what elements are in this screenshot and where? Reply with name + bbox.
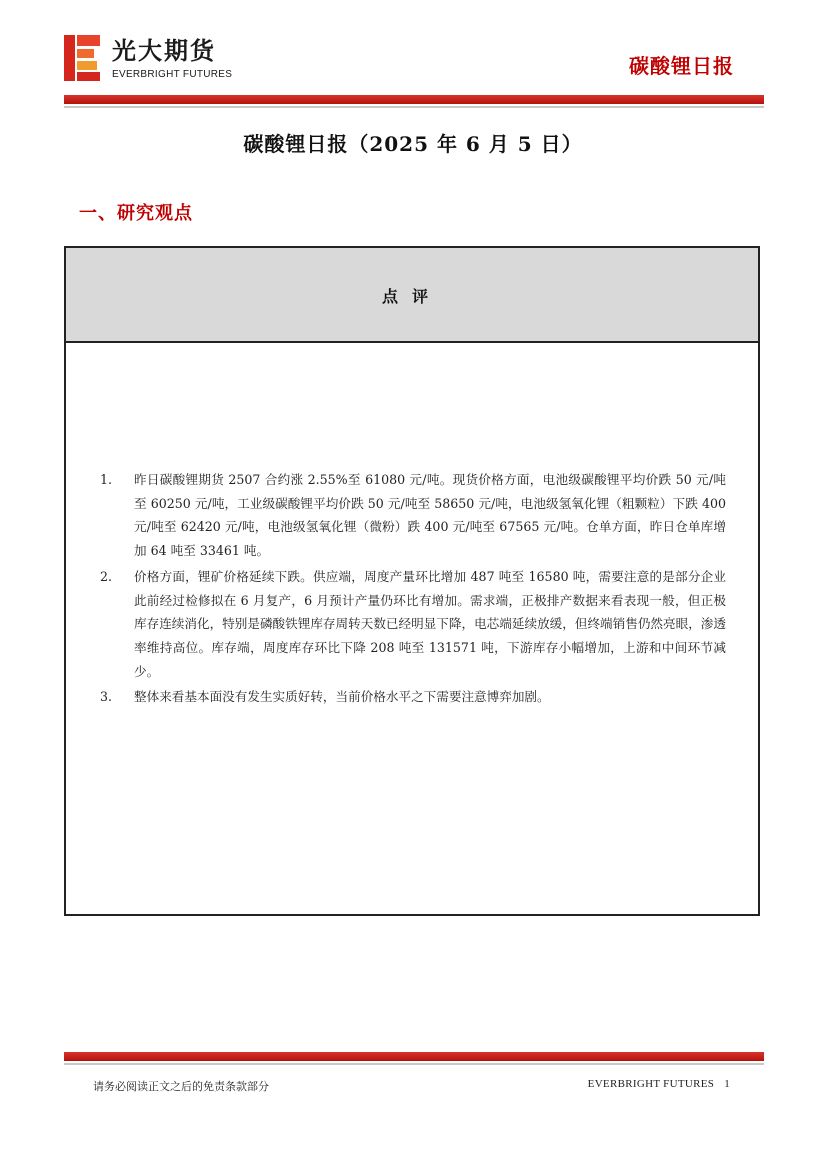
commentary-box bbox=[64, 246, 760, 916]
footer-company bbox=[588, 1078, 730, 1090]
list-item-number: 3. bbox=[100, 689, 113, 705]
list-item-number: 2. bbox=[100, 568, 113, 584]
page-number: 1 bbox=[724, 1078, 730, 1090]
logo-chinese-name: 光大期货 bbox=[112, 37, 216, 65]
report-name: 碳酸锂日报 bbox=[629, 54, 734, 78]
document-title: 碳酸锂日报（2025 年 6 月 5 日） bbox=[243, 132, 583, 156]
list-item-number: 1. bbox=[100, 472, 113, 487]
company-logo bbox=[64, 35, 244, 83]
logo-english-name: EVERBRIGHT FUTURES bbox=[112, 69, 233, 80]
list-item-text: 价格方面，锂矿价格延续下跌。供应端，周度产量环比增加 487 吨至 16580 吨，需要注意的是部分企业此前经过检修拟在 6 月复产，6 月预计产量仍环比有增加。需求端，正极排产数据来看表现一般，但正极库存连续消化，特别是磷酸铁锂库存周转天数已经明显下降，电芯端延续放缓，但终端销售仍然亮眼，渗透率维持高位。库存端，周度库存环比下降 208 吨至 131571 吨，下游库存小幅增加，上游和中间环节减少。 bbox=[134, 568, 726, 679]
list-item bbox=[100, 685, 726, 709]
footer-divider bbox=[64, 1052, 764, 1061]
header-divider bbox=[64, 95, 764, 104]
section-heading: 一、研究观点 bbox=[79, 203, 193, 224]
commentary-list bbox=[100, 468, 726, 709]
commentary-box-title: 点评 bbox=[381, 287, 442, 306]
commentary-box-header bbox=[66, 248, 758, 343]
footer-disclaimer: 请务必阅读正文之后的免责条款部分 bbox=[93, 1080, 269, 1093]
footer-company-name: EVERBRIGHT FUTURES bbox=[587, 1078, 715, 1090]
list-item bbox=[100, 565, 726, 684]
everbright-logo-icon bbox=[64, 35, 100, 81]
list-item bbox=[100, 468, 726, 563]
list-item-text: 整体来看基本面没有发生实质好转，当前价格水平之下需要注意博弈加剧。 bbox=[134, 689, 550, 705]
list-item-text: 昨日碳酸锂期货 2507 合约涨 2.55%至 61080 元/吨。现货价格方面，电池级碳酸锂平均价跌 50 元/吨至 60250 元/吨，工业级碳酸锂平均价跌 50 元/吨至 58650 元/吨，电池级氢氧化锂（粗颗粒）下跌 400 元/吨至 62420 元/吨，电池级氢氧化锂（微粉）跌 400 元/吨至 67565 元/吨。仓单方面，昨日仓单库增加 64 吨至 33461 吨。 bbox=[134, 472, 726, 559]
